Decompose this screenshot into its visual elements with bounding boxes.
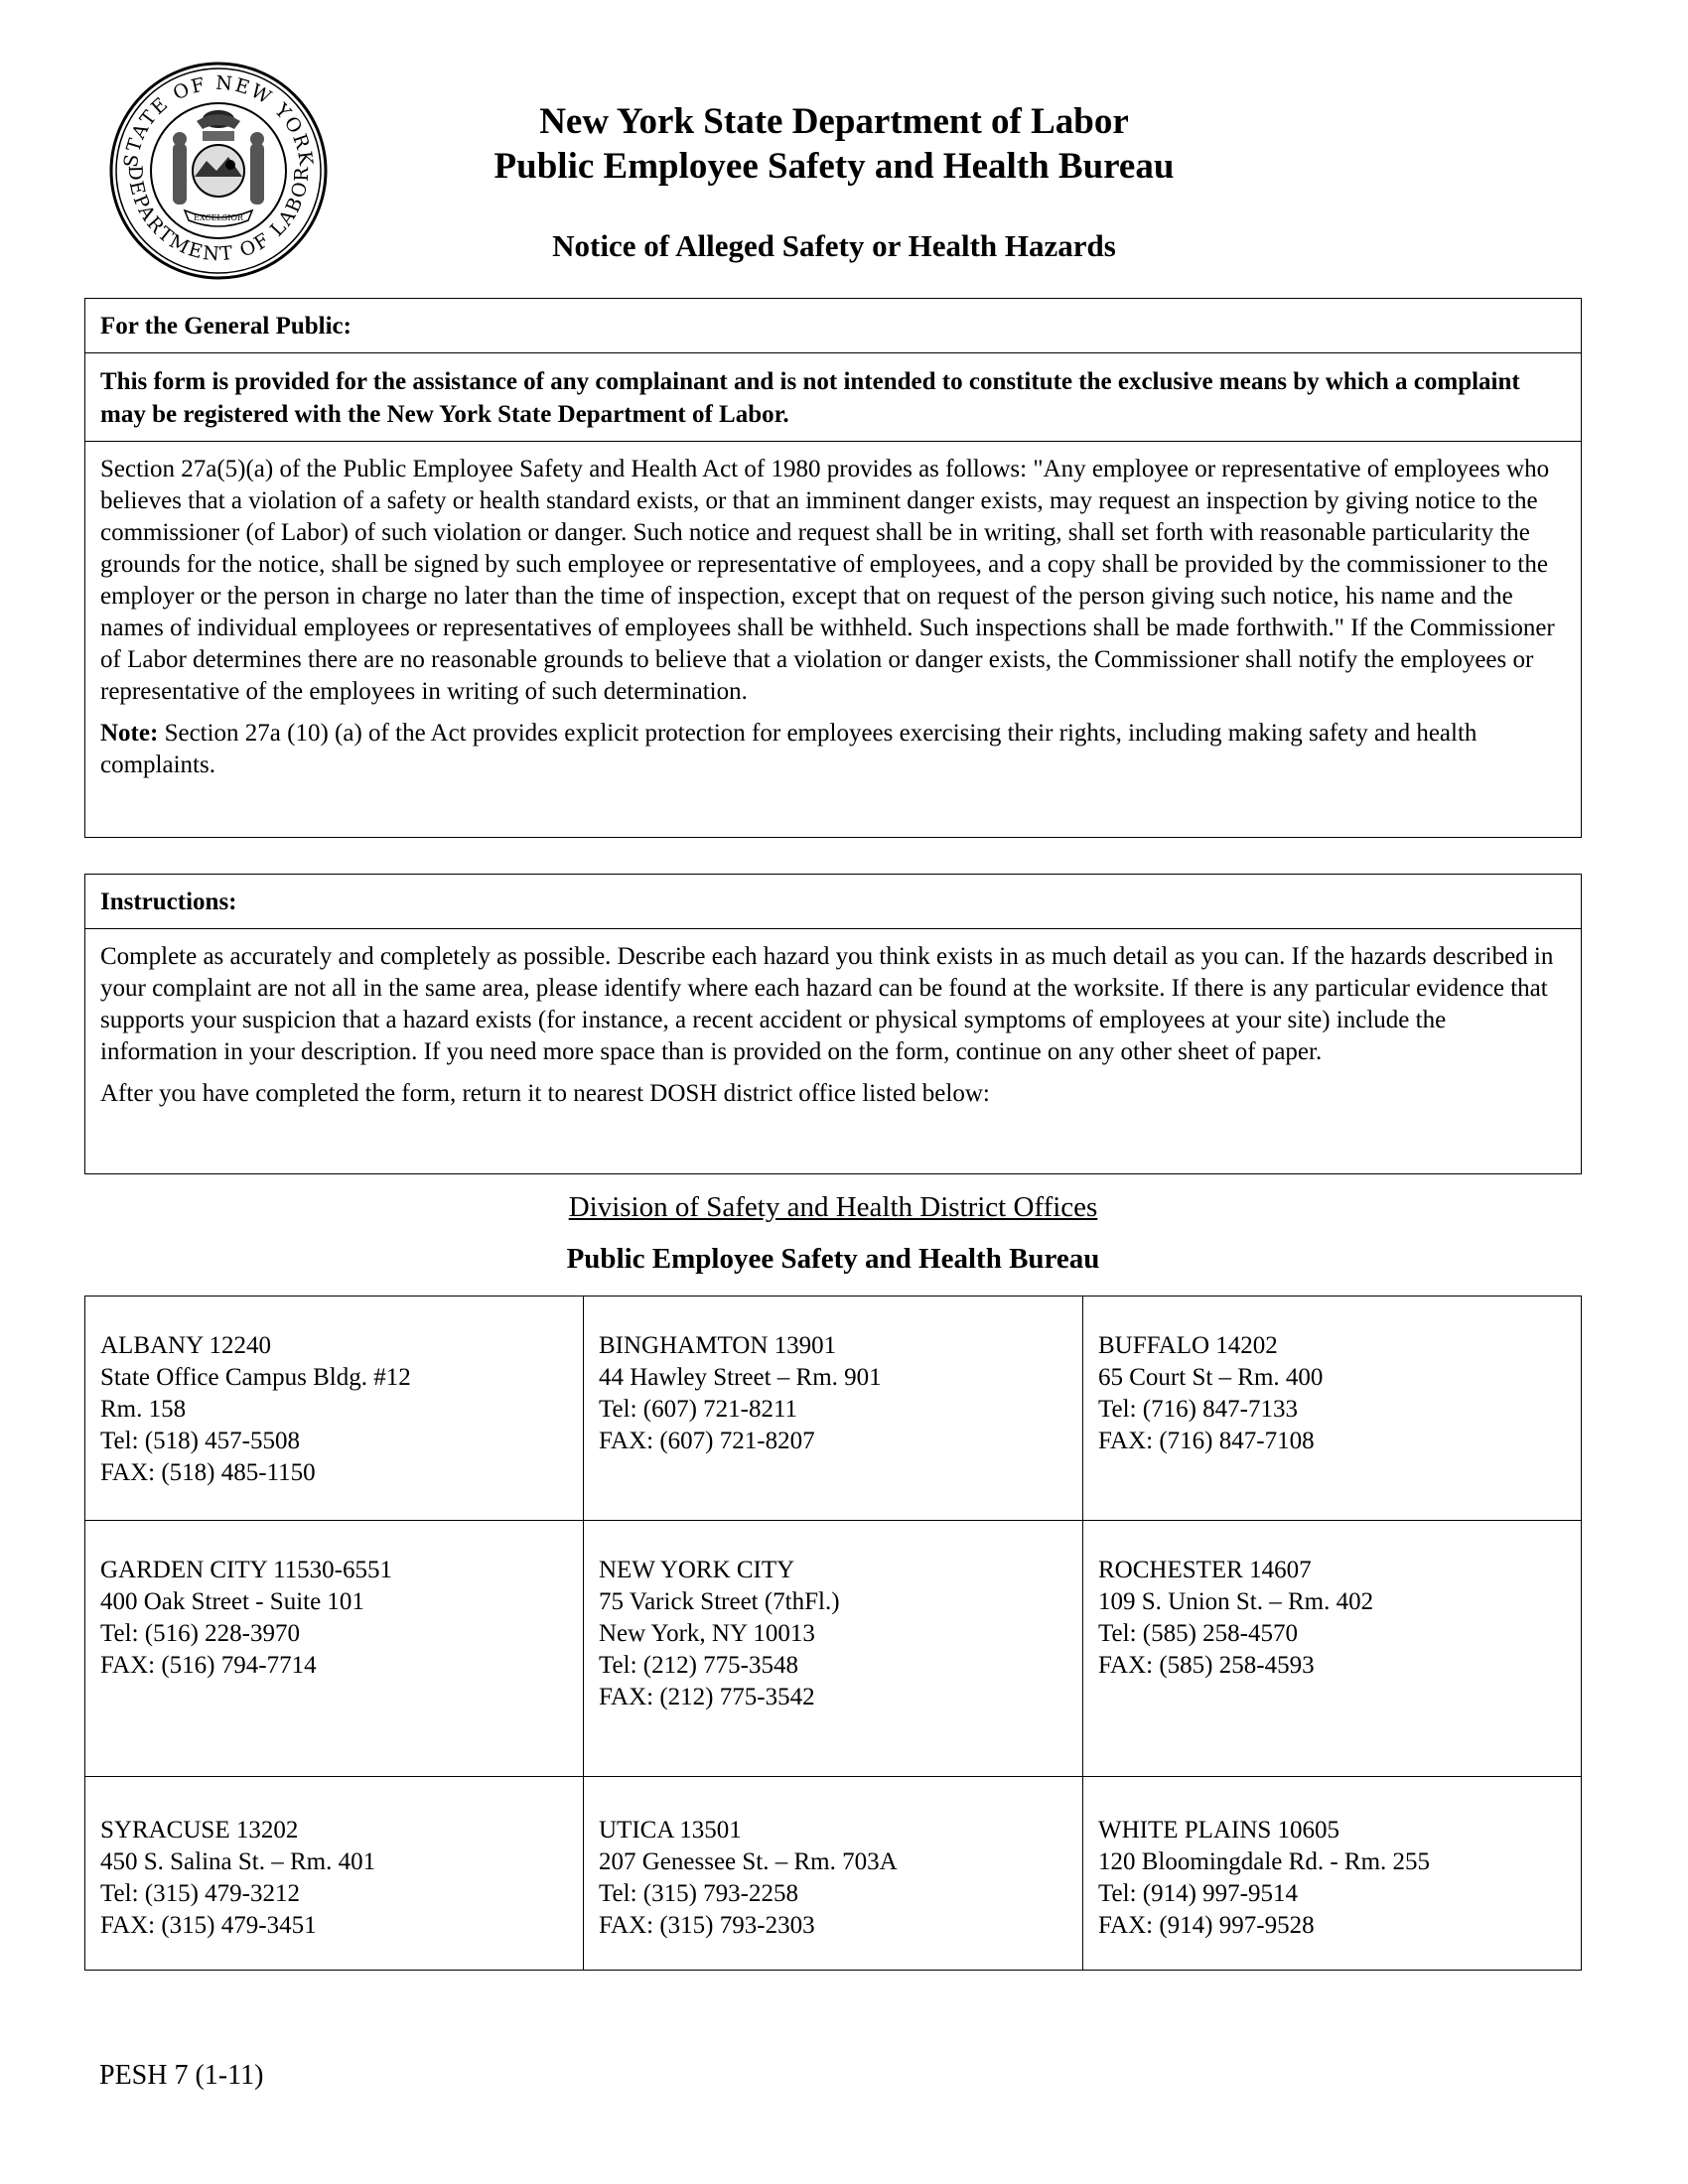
office-line: 109 S. Union St. – Rm. 402 <box>1098 1588 1374 1615</box>
office-line: FAX: (585) 258-4593 <box>1098 1652 1315 1679</box>
office-cell <box>85 1297 584 1521</box>
office-line: Tel: (716) 847-7133 <box>1098 1396 1298 1423</box>
office-line: 65 Court St – Rm. 400 <box>1098 1364 1324 1391</box>
instructions-box <box>84 874 1582 1174</box>
office-line: Tel: (315) 479-3212 <box>100 1880 300 1907</box>
section-text: Section 27a(5)(a) of the Public Employee Safety and Health Act of 1980 provides as follows: "Any employee or representative of employees who believes that a violation of a safety or health standard exists, or that an imminent danger exists, may request an inspection by giving notice to the commissioner (of Labor) of such violation or danger. Such notice and request shall be in writing, shall set forth with reasonable particularity the grounds for the notice, shall be signed by such employee or representative of employees, and a copy shall be provided by the commissioner to the employer or the person in charge no later than the time of inspection, except that on request of the person giving such notice, his name and the names of individual employees or representatives of employees shall be withheld. Such inspections shall be made forthwith." If the Commissioner of Labor determines there are no reasonable grounds to believe that a violation or danger exists, the Commissioner shall notify the employees or representative of the employees in writing of such determination. <box>100 456 1555 705</box>
office-line: FAX: (914) 997-9528 <box>1098 1912 1315 1939</box>
svg-text:DEPARTMENT OF LABOR: DEPARTMENT OF LABOR <box>123 165 314 266</box>
office-name: WHITE PLAINS 10605 <box>1098 1817 1340 1843</box>
office-cell <box>1083 1297 1581 1521</box>
office-cell <box>1083 1521 1581 1777</box>
office-line: State Office Campus Bldg. #12 <box>100 1364 411 1391</box>
office-line: New York, NY 10013 <box>599 1620 815 1647</box>
office-name: BUFFALO 14202 <box>1098 1332 1278 1359</box>
office-line: 400 Oak Street - Suite 101 <box>100 1588 364 1615</box>
instructions-text: Complete as accurately and completely as possible. Describe each hazard you think exists in as much detail as you can. If the hazards described in your complaint are not all in the same area, please identify where each hazard can be found at the worksite. If there is any particular evidence that supports your suspicion that a hazard exists (for instance, a recent accident or physical symptoms of employees at your site) include the information in your description. If you need more space than is provided on the form, continue on any other sheet of paper. <box>100 943 1554 1065</box>
office-line: Tel: (315) 793-2258 <box>599 1880 798 1907</box>
form-subtitle: Notice of Alleged Safety or Health Hazards <box>552 228 1116 263</box>
section-text-block <box>85 442 1581 791</box>
instructions-body <box>85 929 1581 1120</box>
office-name: SYRACUSE 13202 <box>100 1817 299 1843</box>
disclaimer-text: This form is provided for the assistance of any complainant and is not intended to constitute the exclusive means by which a complaint may be registered with the New York State Department of Labor. <box>85 353 1581 442</box>
office-name: GARDEN CITY 11530-6551 <box>100 1557 392 1583</box>
office-name: ALBANY 12240 <box>100 1332 271 1359</box>
office-line: 120 Bloomingdale Rd. - Rm. 255 <box>1098 1848 1431 1875</box>
office-line: FAX: (212) 775-3542 <box>599 1684 815 1710</box>
office-name: NEW YORK CITY <box>599 1557 795 1583</box>
form-code: PESH 7 (1-11) <box>99 2060 264 2091</box>
office-line: 75 Varick Street (7thFl.) <box>599 1588 840 1615</box>
general-public-label: For the General Public: <box>85 299 1581 353</box>
state-seal-icon <box>107 60 330 282</box>
note-paragraph <box>100 718 1566 781</box>
office-line: FAX: (518) 485-1150 <box>100 1459 316 1486</box>
office-line: FAX: (716) 847-7108 <box>1098 1428 1315 1454</box>
office-line: Tel: (914) 997-9514 <box>1098 1880 1298 1907</box>
general-public-box <box>84 298 1582 838</box>
office-cell <box>85 1777 584 1970</box>
office-name: ROCHESTER 14607 <box>1098 1557 1312 1583</box>
office-cell <box>584 1521 1083 1777</box>
office-cell <box>584 1297 1083 1521</box>
office-line: FAX: (607) 721-8207 <box>599 1428 815 1454</box>
offices-title: Division of Safety and Health District Offices <box>568 1191 1098 1223</box>
office-line: Tel: (518) 457-5508 <box>100 1428 300 1454</box>
office-line: Rm. 158 <box>100 1396 187 1423</box>
page-title <box>338 99 1331 189</box>
office-line: Tel: (516) 228-3970 <box>100 1620 300 1647</box>
office-line: 44 Hawley Street – Rm. 901 <box>599 1364 882 1391</box>
office-line: FAX: (516) 794-7714 <box>100 1652 317 1679</box>
svg-text:EXCELSIOR: EXCELSIOR <box>194 213 243 222</box>
bureau-title: Public Employee Safety and Health Bureau <box>566 1243 1100 1275</box>
return-text: After you have completed the form, return it to nearest DOSH district office listed below: <box>100 1080 990 1107</box>
office-cell <box>584 1777 1083 1970</box>
instructions-label: Instructions: <box>85 875 1581 929</box>
office-line: Tel: (585) 258-4570 <box>1098 1620 1298 1647</box>
office-name: BINGHAMTON 13901 <box>599 1332 837 1359</box>
svg-text:STATE OF NEW YORK: STATE OF NEW YORK <box>119 71 318 169</box>
note-label: Note: <box>100 720 159 747</box>
office-name: UTICA 13501 <box>599 1817 742 1843</box>
note-text: Section 27a (10) (a) of the Act provides explicit protection for employees exercising their rights, including making safety and health complaints. <box>100 720 1477 778</box>
office-line: Tel: (607) 721-8211 <box>599 1396 798 1423</box>
office-line: FAX: (315) 793-2303 <box>599 1912 815 1939</box>
office-line: FAX: (315) 479-3451 <box>100 1912 317 1939</box>
office-line: 207 Genessee St. – Rm. 703A <box>599 1848 898 1875</box>
office-cell <box>85 1521 584 1777</box>
office-cell <box>1083 1777 1581 1970</box>
title-line-2: Public Employee Safety and Health Bureau <box>493 146 1175 187</box>
office-line: 450 S. Salina St. – Rm. 401 <box>100 1848 376 1875</box>
office-line: Tel: (212) 775-3548 <box>599 1652 798 1679</box>
title-line-1: New York State Department of Labor <box>539 101 1129 142</box>
offices-grid <box>84 1296 1582 1971</box>
